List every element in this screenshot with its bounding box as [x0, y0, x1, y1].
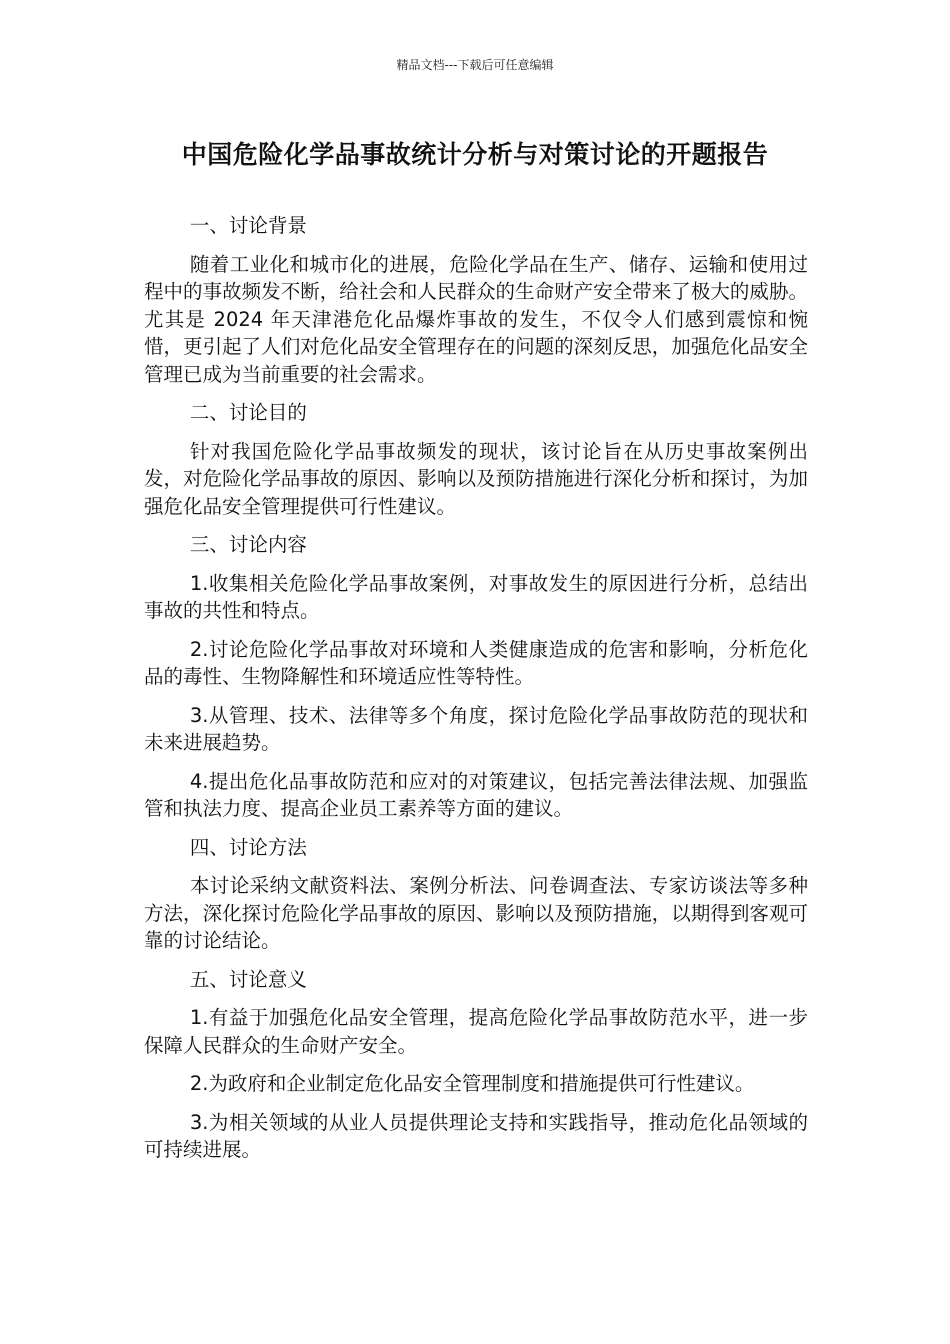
section-heading-purpose: 二、讨论目的: [189, 401, 307, 424]
section-heading-background: 一、讨论背景: [189, 214, 307, 237]
content-item-3: 3.从管理、技术、法律等多个角度，探讨危险化学品事故防范的现状和未来进展趋势。: [144, 703, 808, 754]
header-note: 精品文档---下载后可任意编辑: [396, 58, 554, 72]
section-heading-method: 四、讨论方法: [189, 835, 307, 859]
content-item-4: 4.提出危化品事故防范和应对的对策建议，包括完善法律法规、加强监管和执法力度、提高企业员工素养等方面的建议。: [144, 769, 808, 820]
paragraph-purpose: 针对我国危险化学品事故频发的现状，该讨论旨在从历史事故案例出发，对危险化学品事故的原因、影响以及预防措施进行深化分析和探讨，为加强危化品安全管理提供可行性建议。: [144, 439, 808, 518]
significance-item-2: 2.为政府和企业制定危化品安全管理制度和措施提供可行性建议。: [189, 1072, 755, 1095]
paragraph-background: 随着工业化和城市化的进展，危险化学品在生产、储存、运输和使用过程中的事故频发不断，给社会和人民群众的生命财产安全带来了极大的威胁。尤其是 2024 年天津港危化品爆炸事故的发生，不仅令人们感到震惊和惋惜，更引起了人们对危化品安全管理存在的问题的深刻反思，加强危化品安全管理已成为当前重要的社会需求。: [144, 252, 808, 386]
document-title: 中国危险化学品事故统计分析与对策讨论的开题报告: [181, 140, 769, 169]
section-heading-significance: 五、讨论意义: [189, 967, 307, 991]
document-body: [144, 212, 808, 1175]
significance-item-3: 3.为相关领域的从业人员提供理论支持和实践指导，推动危化品领域的可持续进展。: [144, 1110, 808, 1161]
significance-item-1: 1.有益于加强危化品安全管理，提高危险化学品事故防范水平，进一步保障人民群众的生命财产安全。: [144, 1006, 808, 1057]
paragraph-method: 本讨论采纳文献资料法、案例分析法、问卷调查法、专家访谈法等多种方法，深化探讨危险化学品事故的原因、影响以及预防措施，以期得到客观可靠的讨论结论。: [144, 874, 808, 952]
content-item-2: 2.讨论危险化学品事故对环境和人类健康造成的危害和影响，分析危化品的毒性、生物降解性和环境适应性等特性。: [144, 637, 808, 688]
content-item-1: 1.收集相关危险化学品事故案例，对事故发生的原因进行分析，总结出事故的共性和特点。: [144, 571, 808, 622]
section-heading-content: 三、讨论内容: [189, 533, 307, 556]
